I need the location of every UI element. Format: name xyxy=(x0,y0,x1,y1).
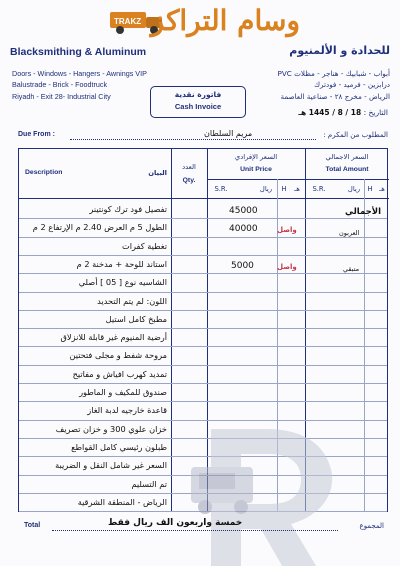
row-divider xyxy=(19,292,387,293)
customer-line xyxy=(18,129,388,143)
table-row-description: مروحة شفط و مجلى فتحتين xyxy=(69,350,167,361)
table-row-description: الرياض - المنطقة الشرقية xyxy=(77,496,167,507)
services-en-line: Riyadh - Exit 28- Industrial City xyxy=(12,91,111,101)
total-ha: هـ xyxy=(379,185,385,193)
table-row-description: تمديد كهرب افياش و مفاتيح xyxy=(72,368,167,379)
items-table xyxy=(18,148,388,512)
col-qty-ar: العدد xyxy=(182,163,196,171)
services-ar-line: أبواب - شبابيك - هناجر - مظلات PVC xyxy=(277,69,390,78)
customer-name: مريم السلطان xyxy=(204,129,253,138)
unit-riyal: ريال xyxy=(259,185,273,193)
col-total-en: Total Amount xyxy=(325,166,369,173)
services-ar-line: درابزين - فرميد - فودترك xyxy=(314,80,390,90)
total-sr: S.R. xyxy=(312,185,326,193)
table-row-description: تم التسليم xyxy=(131,478,167,489)
table-row-description: الطول 5 م العرض 2.40 م الإرتفاع 2 م xyxy=(32,222,167,233)
col-total-ar: السعر الاجمالي xyxy=(325,153,369,161)
paid-note-2: واصل xyxy=(277,263,297,271)
unit-ha: هـ xyxy=(294,185,300,193)
price-line-3: 5000 xyxy=(231,261,254,271)
row-divider xyxy=(19,346,387,347)
row-divider xyxy=(19,310,387,311)
row-divider xyxy=(19,273,387,274)
total-label-ar: المجموع xyxy=(359,522,384,530)
services-en-line: Balustrade - Brick - Foodtruck xyxy=(12,80,108,90)
table-row-description: استاند للوحة + مدخنة 2 م xyxy=(76,258,167,269)
total-halala-divider xyxy=(364,179,365,511)
company-title-ar: للحدادة و الألمنيوم xyxy=(289,44,390,57)
invoice-type-en: Cash Invoice xyxy=(174,102,222,111)
total-line xyxy=(18,516,388,536)
customer-label-en: Due From : xyxy=(18,131,55,138)
brand-name: وسام التراكز xyxy=(150,4,300,37)
table-row-description: اللون: لم يتم التحديد xyxy=(97,295,167,306)
table-row-description: تغطية كفرات xyxy=(122,240,167,251)
date-line xyxy=(298,108,388,117)
table-row-description: مطبخ كامل استيل xyxy=(105,313,167,324)
unit-sr: S.R. xyxy=(214,185,228,193)
side-total-label: الأجمالي xyxy=(345,207,382,217)
col-desc-ar: البيان xyxy=(148,169,167,177)
row-divider xyxy=(19,255,387,256)
paid-note-1: واصل xyxy=(277,226,297,234)
brand-logo xyxy=(108,4,308,40)
date-value: 18 / 8 / 1445 هـ xyxy=(298,108,362,117)
services-ar xyxy=(278,68,391,102)
price-line-1: 45000 xyxy=(229,206,258,216)
table-row-description: خزان علوي 300 و خزان تصريف xyxy=(55,423,167,434)
table-row-description: تفصيل فود ترك كونتينر xyxy=(89,204,167,214)
invoice-type-box xyxy=(150,86,246,118)
row-divider xyxy=(19,401,387,402)
table-row-description: الشاسيه نوع [ 05 ] أصلي xyxy=(78,277,167,288)
table-row-description: السعر غير شامل النقل و الضريبة xyxy=(55,460,167,471)
row-divider xyxy=(19,365,387,366)
unit-h: H xyxy=(281,185,287,193)
table-row-description: صندوق للمكيف و الماطور xyxy=(79,387,167,397)
total-h: H xyxy=(367,185,373,193)
invoice-type-ar: فاتورة نقدية xyxy=(174,90,222,99)
unit-subheader-line xyxy=(207,179,305,180)
col-desc-en: Description xyxy=(25,169,63,176)
col-unit-en: Unit Price xyxy=(240,166,272,173)
customer-dotted-line xyxy=(70,139,316,140)
side-remaining-label: متبقي xyxy=(343,265,360,273)
row-divider xyxy=(19,218,387,219)
total-in-words: خمسة واربعون الف ريال فقط xyxy=(108,518,243,528)
brand-badge-text: TRAKZ xyxy=(114,17,142,26)
row-divider xyxy=(19,237,387,238)
table-row-description: طبلون رئيسي كامل القواطع xyxy=(71,441,167,452)
total-riyal: ريال xyxy=(347,185,361,193)
services-en-line: Doors - Windows - Hangers - Awnings VIP xyxy=(12,69,147,78)
col-unit-ar: السعر الإفرادي xyxy=(234,153,278,161)
total-dotted-line xyxy=(52,530,338,531)
date-label: التاريخ : xyxy=(363,108,388,117)
total-label-en: Total xyxy=(24,522,41,529)
table-row-description: قاعدة خارجيه لدبة الغاز xyxy=(87,405,167,416)
truck-watermark-icon xyxy=(191,419,341,566)
col-qty-en: Qty. xyxy=(182,177,196,184)
row-divider xyxy=(19,328,387,329)
services-ar-line: الرياض - مخرج ٢٨ - صناعية العاصمة xyxy=(280,91,390,101)
row-divider xyxy=(19,383,387,384)
total-subheader-line xyxy=(305,179,389,180)
services-en xyxy=(12,68,147,102)
side-paid-label: العربون xyxy=(339,229,360,237)
company-title-en: Blacksmithing & Aluminum xyxy=(10,46,147,58)
customer-label-ar: المطلوب من المكرم : xyxy=(323,131,388,139)
price-line-2: 40000 xyxy=(229,224,258,234)
table-row-description: أرضية المنيوم غير قابلة للانزلاق xyxy=(60,332,167,343)
